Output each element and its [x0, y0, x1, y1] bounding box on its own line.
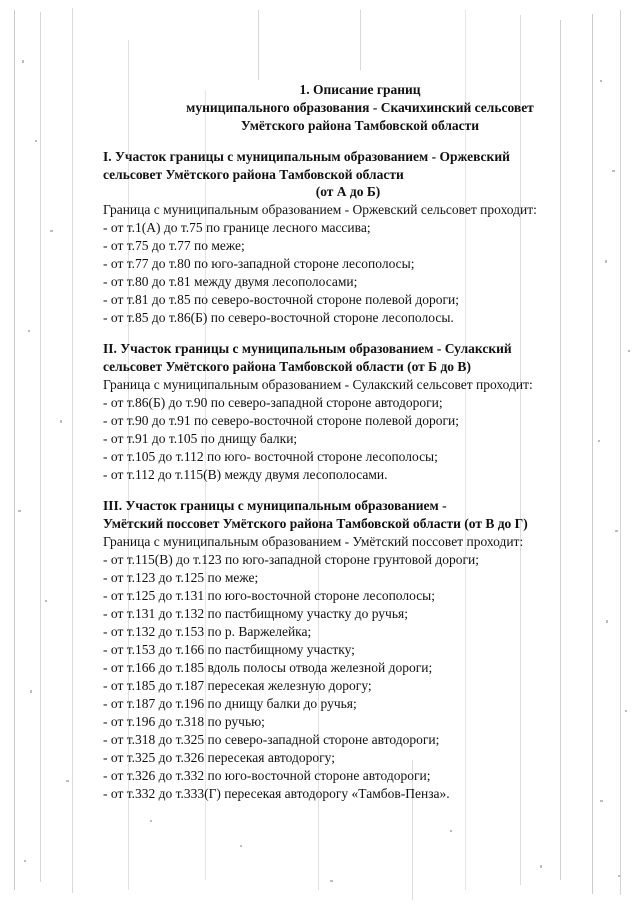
section-1-item: - от т.1(А) до т.75 по границе лесного массива; — [103, 220, 371, 235]
section-3-item: - от т.326 до т.332 по юго-восточной стороне автодороги; — [103, 768, 431, 783]
section-3-item: - от т.115(В) до т.123 по юго-западной стороне грунтовой дороги; — [103, 552, 480, 567]
section-3-item: - от т.318 до т.325 по северо-западной стороне автодороги; — [103, 732, 440, 747]
section-2-intro: Граница с муниципальным образованием - Сулакский сельсовет проходит: — [103, 377, 533, 392]
title-line-2: муниципального образования - Скачихинский сельсовет — [186, 100, 534, 115]
section-1-heading-line-2: сельсовет Умётского района Тамбовской области — [103, 167, 404, 182]
section-3-item: - от т.187 до т.196 по днищу балки до ручья; — [103, 696, 357, 711]
section-1-item: - от т.81 до т.85 по северо-восточной стороне полевой дороги; — [103, 292, 459, 307]
section-1-heading-line-3: (от А до Б) — [315, 184, 381, 199]
section-2-heading-line-2: сельсовет Умётского района Тамбовской области (от Б до В) — [103, 359, 471, 374]
title-line-3: Умётского района Тамбовской области — [240, 118, 480, 133]
section-1-heading-line-1: I. Участок границы с муниципальным образованием - Оржевский — [103, 149, 510, 164]
section-1-item: - от т.80 до т.81 между двумя лесополосами; — [103, 274, 358, 289]
section-3-item: - от т.332 до т.333(Г) пересекая автодорогу «Тамбов-Пенза». — [103, 786, 450, 801]
section-3-item: - от т.132 до т.153 по р. Варжелейка; — [103, 624, 312, 639]
section-1-intro: Граница с муниципальным образованием - Оржевский сельсовет проходит: — [103, 202, 537, 217]
section-3-heading-line-1: III. Участок границы с муниципальным образованием - — [103, 498, 447, 513]
section-2-heading-line-1: II. Участок границы с муниципальным образованием - Сулакский — [103, 341, 512, 356]
section-3-item: - от т.153 до т.166 по пастбищному участку; — [103, 642, 355, 657]
title-line-1: 1. Описание границ — [299, 82, 421, 97]
section-3-item: - от т.131 до т.132 по пастбищному участку до ручья; — [103, 606, 408, 621]
section-1-item: - от т.77 до т.80 по юго-западной стороне лесополосы; — [103, 256, 415, 271]
section-2-item: - от т.112 до т.115(В) между двумя лесополосами. — [103, 467, 388, 482]
section-3-item: - от т.196 до т.318 по ручью; — [103, 714, 265, 729]
section-3-item: - от т.325 до т.326 пересекая автодорогу; — [103, 750, 335, 765]
section-2-item: - от т.105 до т.112 по юго- восточной стороне лесополосы; — [103, 449, 438, 464]
section-2-item: - от т.86(Б) до т.90 по северо-западной стороне автодороги; — [103, 395, 443, 410]
section-2-item: - от т.91 до т.105 по днищу балки; — [103, 431, 298, 446]
section-3-item: - от т.166 до т.185 вдоль полосы отвода железной дороги; — [103, 660, 433, 675]
section-3-item: - от т.185 до т.187 пересекая железную дорогу; — [103, 678, 372, 693]
section-2-item: - от т.90 до т.91 по северо-восточной стороне полевой дороги; — [103, 413, 459, 428]
section-3-intro: Граница с муниципальным образованием - Умётский поссовет проходит: — [103, 534, 524, 549]
section-3-item: - от т.123 до т.125 по меже; — [103, 570, 259, 585]
section-3-item: - от т.125 до т.131 по юго-восточной стороне лесополосы; — [103, 588, 436, 603]
section-3-heading-line-2: Умётский поссовет Умётского района Тамбовской области (от В до Г) — [103, 516, 528, 531]
section-1-item: - от т.75 до т.77 по меже; — [103, 238, 245, 253]
section-1-item: - от т.85 до т.86(Б) по северо-восточной стороне лесополосы. — [103, 310, 454, 325]
